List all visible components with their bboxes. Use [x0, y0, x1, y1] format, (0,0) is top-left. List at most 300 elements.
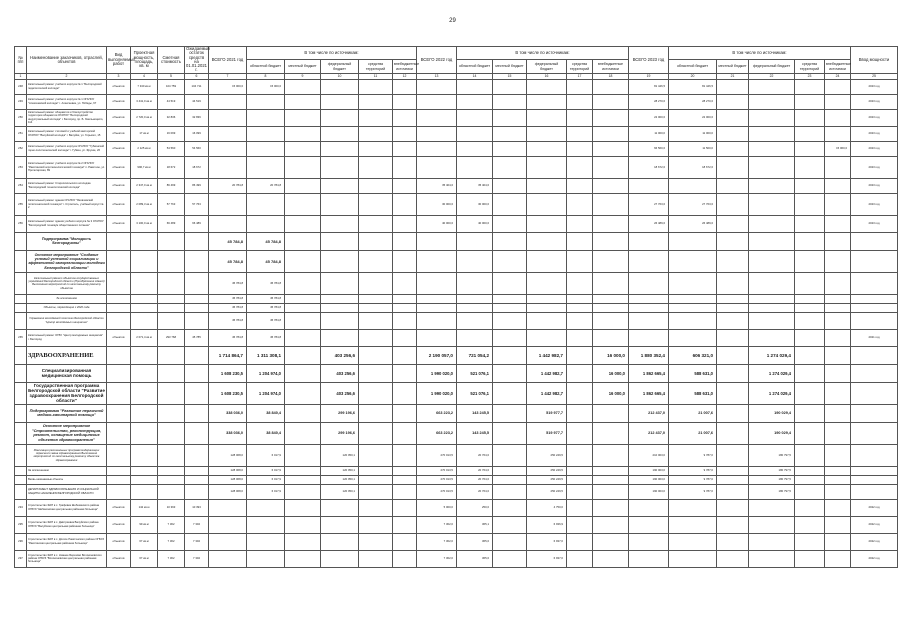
territory-2021 [359, 346, 393, 364]
local-2021 [285, 215, 321, 232]
federal-2023: 1 274 029,4 [749, 382, 795, 404]
work-type [107, 364, 131, 382]
total-2021: 1 714 864,7 [209, 346, 247, 364]
table-row [15, 466, 898, 475]
table-row [15, 178, 898, 193]
regional-2023: 11 000,0 [669, 126, 717, 141]
row-number [15, 404, 27, 422]
expected-balance [185, 382, 209, 404]
federal-2021 [321, 272, 359, 294]
federal-2021 [321, 250, 359, 272]
territory-2021 [359, 79, 393, 94]
work-type: объектов [107, 156, 131, 178]
total-2022: 663 223,2 [417, 422, 457, 444]
expected-balance [185, 484, 209, 499]
federal-2022 [527, 232, 567, 250]
territory-2022 [567, 126, 593, 141]
header-regional-budget: областной бюджет [247, 60, 285, 73]
local-2023 [717, 303, 749, 312]
regional-2023 [669, 533, 717, 550]
extrabudget-2021 [393, 79, 417, 94]
extrabudget-2023 [825, 303, 851, 312]
header-total-2022: ВСЕГО 2022 год [417, 47, 457, 74]
territory-2023 [795, 109, 825, 126]
work-type: объектов [107, 499, 131, 516]
territory-2023 [795, 329, 825, 346]
extrabudget-2022 [593, 109, 629, 126]
regional-2022: 40 000,0 [457, 215, 493, 232]
header-sources-2022: В том числе по источникам: [457, 47, 629, 60]
extrabudget-2022 [593, 499, 629, 516]
commissioning [851, 364, 898, 382]
work-type: объектов [107, 550, 131, 567]
regional-2022: 20 764,0 [457, 444, 493, 466]
total-2021: 128 068,0 [209, 475, 247, 484]
total-2021: 338 036,0 [209, 422, 247, 444]
regional-2021: 45 784,8 [247, 294, 285, 303]
federal-2022 [527, 272, 567, 294]
regional-2022 [457, 329, 493, 346]
capacity [131, 382, 158, 404]
total-2022 [417, 232, 457, 250]
capacity: 2 125 кв.м [131, 141, 158, 156]
total-2021: 128 068,0 [209, 466, 247, 475]
extrabudget-2021 [393, 312, 417, 329]
table-row [15, 272, 898, 294]
federal-2023 [749, 329, 795, 346]
local-2021 [285, 126, 321, 141]
regional-2022: 521 076,1 [457, 364, 493, 382]
extrabudget-2021 [393, 346, 417, 364]
regional-2021 [247, 550, 285, 567]
local-2022 [493, 126, 527, 141]
extrabudget-2021 [393, 499, 417, 516]
row-name: Строительство ФАП в с. Дмитриевка Валуйского района ОГБУЗ "Валуйская центральная районная больница" [27, 516, 107, 533]
capacity: 996,7 кв.м [131, 156, 158, 178]
federal-2021: 120 050,1 [321, 466, 359, 475]
row-number [15, 250, 27, 272]
expected-balance: 7 302 [185, 533, 209, 550]
total-2021 [209, 156, 247, 178]
capacity: 7 340 кв.м [131, 79, 158, 94]
local-2022 [493, 329, 527, 346]
total-2023: 1 862 665,4 [629, 364, 669, 382]
territory-2022 [567, 109, 593, 126]
local-2021 [285, 250, 321, 272]
work-type [107, 382, 131, 404]
territory-2022 [567, 141, 593, 156]
expected-balance: 66 489 [185, 215, 209, 232]
territory-2023 [795, 533, 825, 550]
total-2021 [209, 141, 247, 156]
extrabudget-2022 [593, 303, 629, 312]
expected-balance [185, 303, 209, 312]
header-local-budget: местный бюджет [717, 60, 749, 73]
total-2021: 45 784,8 [209, 232, 247, 250]
local-2023 [717, 364, 749, 382]
expected-balance [185, 364, 209, 382]
capacity [131, 422, 158, 444]
extrabudget-2023 [825, 422, 851, 444]
row-name: Подпрограмма "Молодость Белгородчины" [27, 232, 107, 250]
federal-2022 [527, 178, 567, 193]
expected-balance: 104 711 [185, 79, 209, 94]
total-2023 [629, 516, 669, 533]
extrabudget-2022 [593, 141, 629, 156]
local-2023 [717, 422, 749, 444]
total-2022 [417, 272, 457, 294]
row-name: Капитальный ремонт здания ОГАПОУ "Яковлевский политехнический техникум" г. Строитель, учебный корпус № 2 [27, 193, 107, 215]
federal-2023: 1 274 029,4 [749, 346, 795, 364]
commissioning: 2022 год [851, 516, 898, 533]
territory-2023 [795, 215, 825, 232]
local-2021 [285, 466, 321, 475]
extrabudget-2021 [393, 422, 417, 444]
regional-2023: 588 631,0 [669, 364, 717, 382]
estimated-cost: 293 768 [158, 329, 185, 346]
column-number: 17 [567, 73, 593, 79]
table-row [15, 516, 898, 533]
capacity [131, 272, 158, 294]
expected-balance [185, 466, 209, 475]
total-2022: 270 013,5 [417, 475, 457, 484]
territory-2023 [795, 422, 825, 444]
total-2023 [629, 250, 669, 272]
row-name: Капитальный ремонт Старооскольского колледжа "Белгородский технологический колледж" [27, 178, 107, 193]
column-number: 1 [15, 73, 27, 79]
total-2022: 7 302,0 [417, 550, 457, 567]
estimated-cost [158, 475, 185, 484]
total-2022: 35 404,0 [417, 178, 457, 193]
work-type [107, 294, 131, 303]
header-commissioning: Ввод мощности [851, 47, 898, 74]
estimated-cost [158, 444, 185, 466]
total-2022 [417, 79, 457, 94]
extrabudget-2022: 16 000,0 [593, 346, 629, 364]
estimated-cost: 104 759 [158, 79, 185, 94]
expected-balance: 10 393 [185, 499, 209, 516]
estimated-cost [158, 364, 185, 382]
capacity [131, 312, 158, 329]
expected-balance [185, 294, 209, 303]
federal-2022 [527, 109, 567, 126]
local-2023 [717, 346, 749, 364]
total-2022: 270 013,5 [417, 444, 457, 466]
extrabudget-2023 [825, 272, 851, 294]
total-2023 [629, 232, 669, 250]
commissioning [851, 382, 898, 404]
table-row [15, 533, 898, 550]
expected-balance [185, 272, 209, 294]
estimated-cost: 66 489 [158, 215, 185, 232]
row-name: Капитальный ремонт столовой и учебной мастерской ОГАПОУ "Валуйский колледж" г. Валуйки, ул. Горького, 15 [27, 126, 107, 141]
column-number: 2 [27, 73, 107, 79]
local-2021 [285, 312, 321, 329]
local-2021 [285, 193, 321, 215]
table-row [15, 156, 898, 178]
total-2021: 128 068,0 [209, 444, 247, 466]
expected-balance [185, 404, 209, 422]
expected-balance [185, 444, 209, 466]
federal-2022: 6 937,0 [527, 550, 567, 567]
row-number [15, 364, 27, 382]
local-2023 [717, 329, 749, 346]
regional-2023: 9 787,0 [669, 484, 717, 499]
row-name: Строительство ФАП в с. Нижнее Березово Волоконовского района ОГБУЗ "Волоконовская центральная районная больница" [27, 550, 107, 567]
local-2021 [285, 156, 321, 178]
local-2023 [717, 215, 749, 232]
extrabudget-2022: 16 000,0 [593, 364, 629, 382]
local-2021 [285, 484, 321, 499]
header-territory-funds: средства территорий [567, 60, 593, 73]
local-2022 [493, 346, 527, 364]
expected-balance: 16 099 [185, 126, 209, 141]
header-federal-budget: федеральный бюджет [527, 60, 567, 73]
regional-2023: 21 007,6 [669, 404, 717, 422]
commissioning: 2021 год [851, 329, 898, 346]
column-number: 8 [247, 73, 285, 79]
regional-2022: 521 076,1 [457, 382, 493, 404]
total-2021: 338 036,0 [209, 404, 247, 422]
extrabudget-2021 [393, 126, 417, 141]
extrabudget-2021 [393, 215, 417, 232]
extrabudget-2022 [593, 178, 629, 193]
work-type: объектов [107, 94, 131, 109]
local-2022 [493, 272, 527, 294]
regional-2021 [247, 533, 285, 550]
commissioning: 2022 год [851, 533, 898, 550]
total-2023 [629, 533, 669, 550]
federal-2022 [527, 141, 567, 156]
total-2021 [209, 550, 247, 567]
territory-2021 [359, 109, 393, 126]
extrabudget-2022 [593, 329, 629, 346]
local-2021 [285, 444, 321, 466]
federal-2023 [749, 312, 795, 329]
territory-2022 [567, 303, 593, 312]
column-number: 19 [629, 73, 669, 79]
extrabudget-2023 [825, 533, 851, 550]
local-2021 [285, 533, 321, 550]
local-2022 [493, 484, 527, 499]
work-type: объектов [107, 109, 131, 126]
commissioning [851, 346, 898, 364]
federal-2023 [749, 178, 795, 193]
work-type: объектов [107, 79, 131, 94]
federal-2023 [749, 499, 795, 516]
header-territory-funds: средства территорий [359, 60, 393, 73]
local-2022 [493, 109, 527, 126]
territory-2021 [359, 156, 393, 178]
row-number: 256 [15, 215, 27, 232]
federal-2023 [749, 215, 795, 232]
federal-2023: 190 029,4 [749, 404, 795, 422]
commissioning: 2022 год [851, 499, 898, 516]
header-work-type: Вид выполняемых работ [107, 47, 131, 74]
row-number [15, 346, 27, 364]
commissioning [851, 484, 898, 499]
local-2023 [717, 466, 749, 475]
row-number [15, 422, 27, 444]
local-2022 [493, 94, 527, 109]
territory-2023 [795, 346, 825, 364]
table-row [15, 109, 898, 126]
territory-2022 [567, 422, 593, 444]
federal-2023: 180 797,5 [749, 484, 795, 499]
investment-table-container [14, 46, 892, 568]
row-number [15, 444, 27, 466]
capacity: 142 кв.м [131, 499, 158, 516]
regional-2023 [669, 499, 717, 516]
territory-2021 [359, 533, 393, 550]
extrabudget-2022 [593, 533, 629, 550]
table-row [15, 364, 898, 382]
expected-balance [185, 346, 209, 364]
commissioning: 2023 год [851, 178, 898, 193]
row-name: Подпрограмма "Развитие первичной медико-санитарной помощи" [27, 404, 107, 422]
federal-2021: 299 196,6 [321, 404, 359, 422]
federal-2023: 180 797,5 [749, 466, 795, 475]
local-2021 [285, 404, 321, 422]
local-2021 [285, 475, 321, 484]
row-name: Объекты, переходящие с 2020 года [27, 303, 107, 312]
territory-2022 [567, 533, 593, 550]
total-2023: 11 000,0 [629, 126, 669, 141]
territory-2022 [567, 404, 593, 422]
estimated-cost: 10 393 [158, 499, 185, 516]
territory-2022 [567, 484, 593, 499]
regional-2021: 45 784,8 [247, 250, 285, 272]
column-number: 22 [749, 73, 795, 79]
total-2023 [629, 178, 669, 193]
total-2022: 30 000,0 [417, 193, 457, 215]
regional-2021: 20 784,8 [247, 178, 285, 193]
column-number: 11 [359, 73, 393, 79]
territory-2021 [359, 550, 393, 567]
commissioning [851, 294, 898, 303]
row-number: 252 [15, 141, 27, 156]
extrabudget-2022 [593, 156, 629, 178]
table-row [15, 126, 898, 141]
extrabudget-2021 [393, 329, 417, 346]
extrabudget-2022 [593, 94, 629, 109]
total-2022 [417, 312, 457, 329]
header-sources-2021: В том числе по источникам: [247, 47, 417, 60]
territory-2022 [567, 272, 593, 294]
extrabudget-2022 [593, 272, 629, 294]
expected-balance: 44 519 [185, 94, 209, 109]
table-head [15, 47, 898, 80]
extrabudget-2022 [593, 215, 629, 232]
expected-balance [185, 312, 209, 329]
table-row [15, 303, 898, 312]
local-2021 [285, 516, 321, 533]
total-2022: 7 302,0 [417, 516, 457, 533]
capacity [131, 346, 158, 364]
extrabudget-2022 [593, 294, 629, 303]
federal-2021 [321, 215, 359, 232]
territory-2022 [567, 312, 593, 329]
federal-2022 [527, 156, 567, 178]
regional-2021 [247, 126, 285, 141]
work-type [107, 303, 131, 312]
local-2023 [717, 475, 749, 484]
regional-2021: 6 017,9 [247, 475, 285, 484]
estimated-cost: 16 099 [158, 126, 185, 141]
header-federal-budget: федеральный бюджет [321, 60, 359, 73]
federal-2023 [749, 156, 795, 178]
territory-2021 [359, 232, 393, 250]
regional-2021 [247, 141, 285, 156]
estimated-cost: 7 302 [158, 533, 185, 550]
federal-2021 [321, 178, 359, 193]
territory-2021 [359, 484, 393, 499]
work-type: объектов [107, 329, 131, 346]
column-number: 9 [285, 73, 321, 79]
column-number: 18 [593, 73, 629, 79]
regional-2023 [669, 329, 717, 346]
work-type [107, 475, 131, 484]
total-2023: 28 270,0 [629, 94, 669, 109]
regional-2021: 1 311 308,1 [247, 346, 285, 364]
capacity: 99 кв.м [131, 516, 158, 533]
local-2023 [717, 79, 749, 94]
regional-2023 [669, 516, 717, 533]
territory-2022 [567, 250, 593, 272]
territory-2023 [795, 312, 825, 329]
federal-2021 [321, 156, 359, 178]
federal-2021 [321, 94, 359, 109]
territory-2023 [795, 484, 825, 499]
estimated-cost [158, 250, 185, 272]
expected-balance [185, 422, 209, 444]
capacity: 3 441,0 кв.м [131, 94, 158, 109]
commissioning: 2023 год [851, 94, 898, 109]
local-2022 [493, 550, 527, 567]
regional-2022: 30 000,0 [457, 193, 493, 215]
header-extrabudgetary: внебюджетные источники [593, 60, 629, 73]
estimated-cost [158, 346, 185, 364]
federal-2021: 120 050,1 [321, 444, 359, 466]
capacity [131, 250, 158, 272]
investment-table [14, 46, 898, 568]
federal-2022: 250 249,5 [527, 444, 567, 466]
work-type: объектов [107, 178, 131, 193]
work-type [107, 346, 131, 364]
local-2022 [493, 422, 527, 444]
capacity: 2 720,0 кв.м [131, 109, 158, 126]
extrabudget-2021 [393, 193, 417, 215]
row-name: Капитальный ремонт здания учебного корпуса № 3 ОГАПОУ "Белгородский техникум общественного питания" [27, 215, 107, 232]
regional-2021: 45 784,8 [247, 312, 285, 329]
local-2022 [493, 382, 527, 404]
work-type [107, 232, 131, 250]
federal-2023 [749, 303, 795, 312]
local-2021 [285, 272, 321, 294]
extrabudget-2022 [593, 250, 629, 272]
territory-2021 [359, 516, 393, 533]
local-2023 [717, 109, 749, 126]
regional-2023: 606 321,0 [669, 346, 717, 364]
commissioning [851, 422, 898, 444]
extrabudget-2023 [825, 364, 851, 382]
territory-2021 [359, 94, 393, 109]
extrabudget-2021 [393, 382, 417, 404]
column-number: 7 [209, 73, 247, 79]
extrabudget-2022 [593, 79, 629, 94]
row-number: 296 [15, 533, 27, 550]
row-number: 254 [15, 178, 27, 193]
